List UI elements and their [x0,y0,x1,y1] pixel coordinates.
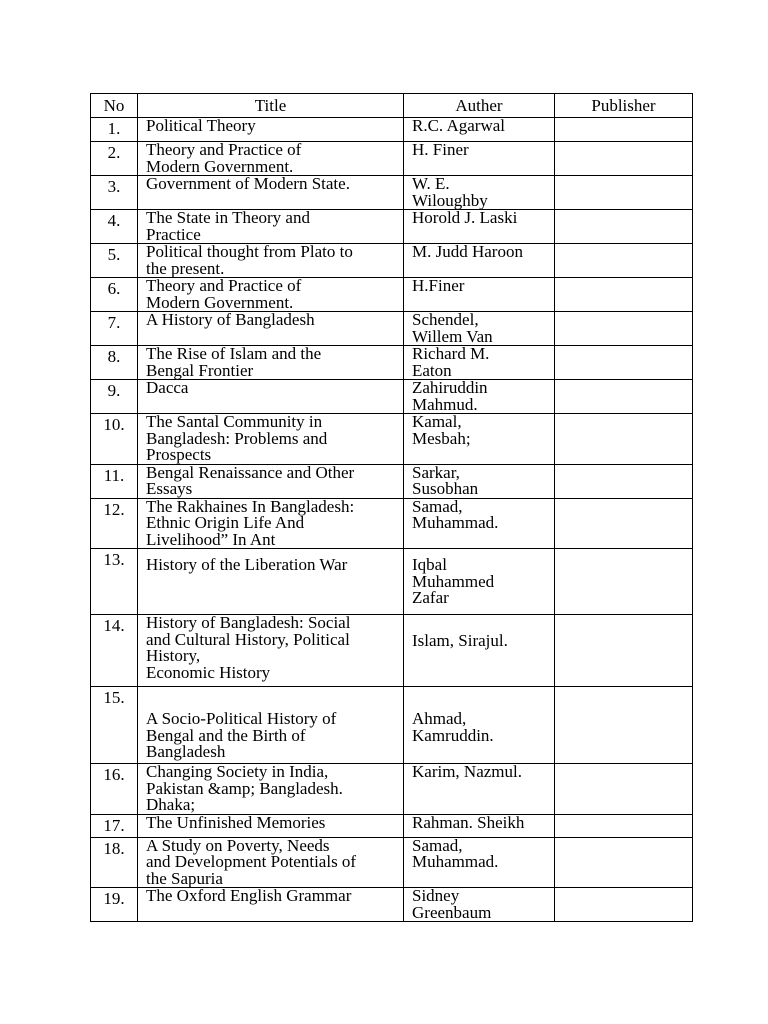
row-number: 6. [107,279,121,298]
header-author: Auther [404,94,555,118]
row-number-cell [91,278,138,312]
row-title: Dacca [146,379,189,397]
row-title: A Socio-Political History of Bengal and the Birth of Bangladesh [146,709,337,761]
row-title-cell [138,142,404,176]
row-title-cell [138,346,404,380]
row-author: Zahiruddin Mahmud. [412,379,488,414]
row-number: 18. [103,838,125,858]
row-author: R.C. Agarwal [412,117,506,135]
row-title: Political Theory [146,117,256,135]
row-title-cell [138,498,404,549]
row-number-cell [91,764,138,815]
row-title: Government of Modern State. [146,175,350,193]
table-row [91,244,693,278]
row-title-cell [138,615,404,687]
row-title-cell [138,549,404,615]
row-title: The Santal Community in Bangladesh: Problems and Prospects [146,413,328,464]
row-number-cell [91,687,138,764]
row-author-cell [404,549,555,615]
row-publisher-cell [555,837,693,888]
row-number-cell [91,380,138,414]
row-number-cell [91,549,138,615]
table-row [91,142,693,176]
row-author: Samad, Muhammad. [412,837,499,871]
row-author-cell [404,888,555,922]
row-number: 1. [107,119,121,138]
row-number-cell [91,464,138,498]
row-author: Kamal, Mesbah; [412,413,471,448]
row-number-cell [91,176,138,210]
row-publisher-cell [555,244,693,278]
row-publisher-cell [555,464,693,498]
row-author-cell [404,312,555,346]
row-title-cell [138,244,404,278]
table-body [91,118,693,922]
row-publisher-cell [555,346,693,380]
row-number-cell [91,615,138,687]
row-number: 15. [103,688,125,707]
row-title: Bengal Renaissance and Other Essays [146,464,355,498]
row-author-cell [404,118,555,142]
row-publisher-cell [555,414,693,465]
row-title-cell [138,380,404,414]
row-publisher-cell [555,615,693,687]
table-row [91,414,693,465]
row-title-cell [138,278,404,312]
row-title: Theory and Practice of Modern Government. [146,277,302,312]
row-title: History of Bangladesh: Social and Cultural History, Political History, Economic History [146,614,351,682]
row-number: 2. [107,143,121,162]
row-title-cell [138,464,404,498]
table-row [91,814,693,837]
row-publisher-cell [555,380,693,414]
row-author: H. Finer [412,141,469,159]
row-author-cell [404,346,555,380]
row-number: 17. [103,815,125,835]
row-title: Theory and Practice of Modern Government. [146,141,302,176]
row-title-cell [138,888,404,922]
row-author-cell [404,244,555,278]
table-row [91,615,693,687]
header-publisher: Publisher [555,94,693,118]
row-publisher-cell [555,498,693,549]
row-publisher-cell [555,814,693,837]
row-publisher-cell [555,210,693,244]
table-row [91,498,693,549]
row-title: A History of Bangladesh [146,311,315,329]
row-number: 10. [103,415,125,434]
table-row [91,687,693,764]
row-author: Sarkar, Susobhan [412,464,479,498]
row-title: A Study on Poverty, Needs and Development Potentials of the Sapuria [146,837,357,888]
row-author-cell [404,278,555,312]
row-author: W. E. Wiloughby [412,175,488,210]
row-author-cell [404,176,555,210]
row-title: The Rakhaines In Bangladesh: Ethnic Origin Life And Livelihood” In Ant [146,498,355,549]
row-author: Sidney Greenbaum [412,887,492,922]
row-title: History of the Liberation War [146,555,348,574]
row-title: The Oxford English Grammar [146,887,352,905]
table-row [91,210,693,244]
row-author: M. Judd Haroon [412,243,523,261]
row-number: 11. [103,465,125,485]
row-title-cell [138,814,404,837]
table-row [91,464,693,498]
row-publisher-cell [555,764,693,815]
row-author-cell [404,615,555,687]
row-number-cell [91,414,138,465]
row-publisher-cell [555,312,693,346]
row-publisher-cell [555,888,693,922]
table-row [91,118,693,142]
table-row [91,312,693,346]
row-number: 5. [107,245,121,264]
row-number: 12. [103,499,125,519]
row-number-cell [91,498,138,549]
row-title: Political thought from Plato to the present. [146,243,353,278]
row-author-cell [404,814,555,837]
row-author: Islam, Sirajul. [412,631,508,650]
book-list-table [90,93,693,922]
table-row [91,380,693,414]
header-title: Title [138,94,404,118]
table-header-row [91,94,693,118]
row-number: 7. [107,313,121,332]
row-number-cell [91,346,138,380]
row-author: H.Finer [412,277,465,295]
row-title: The Unfinished Memories [146,814,326,832]
row-number: 8. [107,347,121,366]
row-number: 19. [103,889,125,908]
row-publisher-cell [555,549,693,615]
row-publisher-cell [555,118,693,142]
row-author: Rahman. Sheikh [412,814,525,832]
row-title-cell [138,764,404,815]
row-number: 13. [103,550,125,569]
row-publisher-cell [555,176,693,210]
row-number-cell [91,814,138,837]
row-title: Changing Society in India, Pakistan &amp; Bangladesh. Dhaka; [146,763,343,814]
row-number: 4. [107,211,121,230]
row-publisher-cell [555,687,693,764]
row-number: 3. [107,177,121,196]
row-publisher-cell [555,142,693,176]
table-row [91,176,693,210]
table-row [91,346,693,380]
row-title-cell [138,118,404,142]
row-number-cell [91,837,138,888]
row-number: 9. [107,381,121,400]
row-author: Ahmad, Kamruddin. [412,709,494,745]
row-number-cell [91,142,138,176]
row-title-cell [138,312,404,346]
row-author-cell [404,142,555,176]
row-number-cell [91,118,138,142]
table-row [91,888,693,922]
row-author: Iqbal Muhammed Zafar [412,555,495,607]
row-author: Richard M. Eaton [412,345,490,380]
row-title-cell [138,414,404,465]
row-title-cell [138,210,404,244]
row-title: The State in Theory and Practice [146,209,310,244]
row-publisher-cell [555,278,693,312]
row-title: The Rise of Islam and the Bengal Frontier [146,345,322,380]
table-row [91,837,693,888]
row-author-cell [404,210,555,244]
table-row [91,549,693,615]
row-number-cell [91,210,138,244]
row-title-cell [138,687,404,764]
row-title-cell [138,176,404,210]
row-author-cell [404,764,555,815]
row-number-cell [91,888,138,922]
row-title-cell [138,837,404,888]
row-author-cell [404,464,555,498]
row-author-cell [404,837,555,888]
row-author: Horold J. Laski [412,209,518,227]
row-author-cell [404,414,555,465]
row-author-cell [404,380,555,414]
row-author: Karim, Nazmul. [412,763,522,781]
row-author: Samad, Muhammad. [412,498,499,532]
table-row [91,278,693,312]
table-row [91,764,693,815]
row-author: Schendel, Willem Van [412,311,493,346]
header-no: No [91,94,138,118]
row-number-cell [91,244,138,278]
row-author-cell [404,498,555,549]
row-author-cell [404,687,555,764]
row-number: 16. [103,765,125,784]
row-number-cell [91,312,138,346]
row-number: 14. [103,616,125,635]
